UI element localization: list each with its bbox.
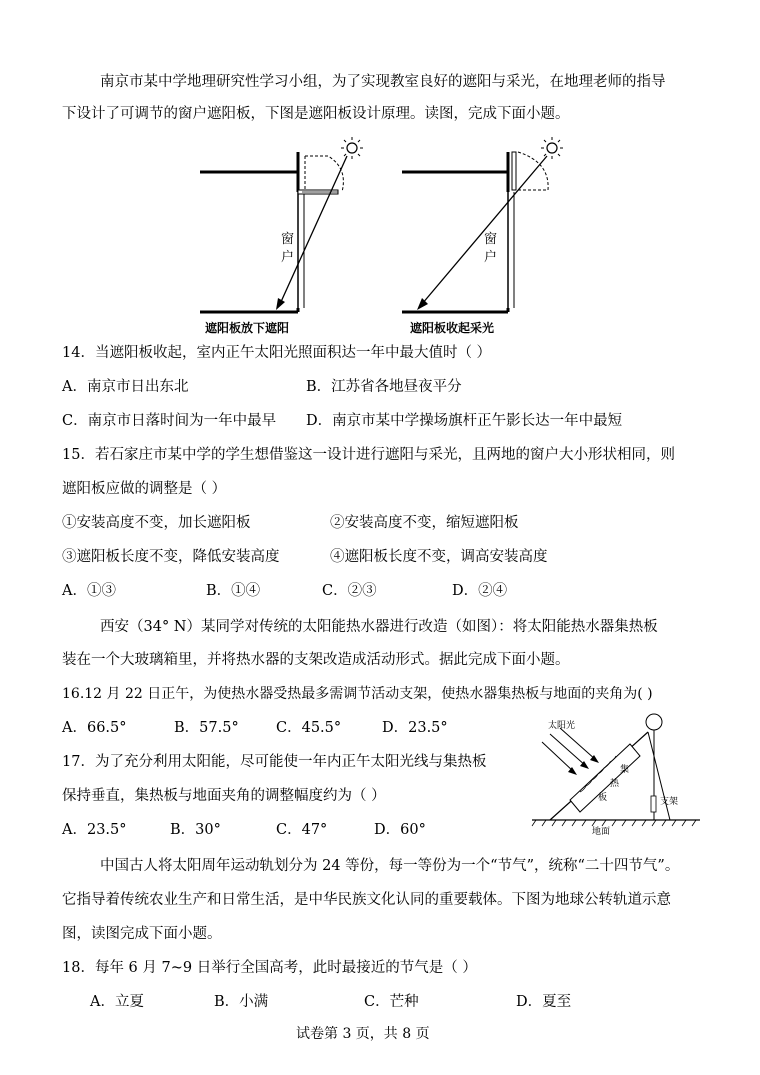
q17-stem-1: 17．为了充分利用太阳能，尽可能使一年内正午太阳光线与集热板 — [62, 754, 487, 770]
intro3-line1: 中国古人将太阳周年运动轨划分为 24 等份，每一等份为一个“节气”，统称“二十四节气”。 — [100, 858, 680, 874]
q17-option-c: C．47° — [276, 822, 328, 838]
q15-stem-1: 15．若石家庄市某中学的学生想借鉴这一设计进行遮阳与采光，且两地的窗户大小形状相同，则 — [62, 447, 675, 463]
intro2-line1: 西安（34° N）某同学对传统的太阳能热水器进行改造（如图）：将太阳能热水器集热板 — [100, 619, 658, 635]
q15-item-3: ③遮阳板长度不变，降低安装高度 — [62, 549, 280, 565]
intro1-line1: 南京市某中学地理研究性学习小组，为了实现教室良好的遮阳与采光，在地理老师的指导 — [100, 74, 666, 90]
q16-option-b: B．57.5° — [174, 720, 239, 736]
q15-option-b: B．①④ — [206, 583, 261, 599]
left-window-label-1: 窗 — [281, 232, 295, 247]
q18-stem: 18．每年 6 月 7~9 日举行全国高考，此时最接近的节气是（ ） — [62, 960, 477, 976]
left-window-label-2: 户 — [281, 250, 295, 265]
q18-option-a: A．立夏 — [90, 994, 144, 1010]
q14-option-a: A．南京市日出东北 — [62, 379, 189, 395]
page-footer: 试卷第 3 页，共 8 页 — [296, 1026, 430, 1042]
sun-icon — [341, 137, 363, 159]
q15-stem-2: 遮阳板应做的调整是（ ） — [62, 481, 227, 497]
panel-label-2: 热 — [610, 779, 620, 789]
q15-option-a: A．①③ — [62, 583, 116, 599]
sunshade-lowered-diagram — [200, 137, 363, 312]
intro3-line2: 它指导着传统农业生产和日常生活，是中华民族文化认同的重要载体。下图为地球公转轨道示意 — [62, 892, 671, 908]
intro2-line2: 装在一个大玻璃箱里，并将热水器的支架改造成活动形式。据此完成下面小题。 — [62, 652, 570, 668]
q15-item-4: ④遮阳板长度不变，调高安装高度 — [330, 549, 548, 565]
q18-option-d: D．夏至 — [516, 994, 572, 1010]
q16-stem: 16.12 月 22 日正午，为使热水器受热最多需调节活动支架，使热水器集热板与地面的夹角为( ) — [62, 686, 653, 702]
panel-label-3: 板 — [598, 793, 608, 803]
q15-option-c: C．②③ — [322, 583, 377, 599]
left-caption: 遮阳板放下遮阳 — [205, 321, 290, 335]
intro3-line3: 图，读图完成下面小题。 — [62, 926, 222, 942]
q17-option-d: D．60° — [374, 822, 426, 838]
q14-option-c: C．南京市日落时间为一年中最早 — [62, 413, 277, 429]
q17-option-b: B．30° — [170, 822, 221, 838]
q16-option-a: A．66.5° — [62, 720, 127, 736]
intro1-line2: 下设计了可调节的窗户遮阳板，下图是遮阳板设计原理。读图，完成下面小题。 — [62, 106, 570, 122]
q15-option-d: D．②④ — [452, 583, 508, 599]
q14-stem: 14．当遮阳板收起，室内正午太阳光照面积达一年中最大值时（ ） — [62, 345, 492, 361]
q17-stem-2: 保持垂直，集热板与地面夹角的调整幅度约为（ ） — [62, 788, 386, 804]
ground-label: 地面 — [592, 827, 611, 837]
q16-option-c: C．45.5° — [276, 720, 342, 736]
right-caption: 遮阳板收起采光 — [410, 321, 495, 335]
bracket-label: 支架 — [660, 797, 679, 807]
panel-label-1: 集 — [620, 765, 630, 775]
q15-item-1: ①安装高度不变，加长遮阳板 — [62, 515, 251, 531]
q16-option-d: D．23.5° — [382, 720, 448, 736]
sunlight-label: 太阳光 — [548, 721, 576, 731]
q14-option-b: B．江苏省各地昼夜平分 — [306, 379, 462, 395]
sunshade-raised-diagram — [402, 137, 563, 312]
q17-option-a: A．23.5° — [62, 822, 127, 838]
q18-option-b: B．小满 — [214, 994, 269, 1010]
right-window-label-1: 窗 — [484, 232, 498, 247]
right-window-label-2: 户 — [484, 250, 498, 265]
q15-item-2: ②安装高度不变，缩短遮阳板 — [330, 515, 519, 531]
q18-option-c: C．芒种 — [364, 994, 419, 1010]
q14-option-d: D．南京市某中学操场旗杆正午影长达一年中最短 — [306, 413, 623, 429]
sun-icon — [541, 137, 563, 159]
sunshade-diagram — [190, 132, 570, 340]
